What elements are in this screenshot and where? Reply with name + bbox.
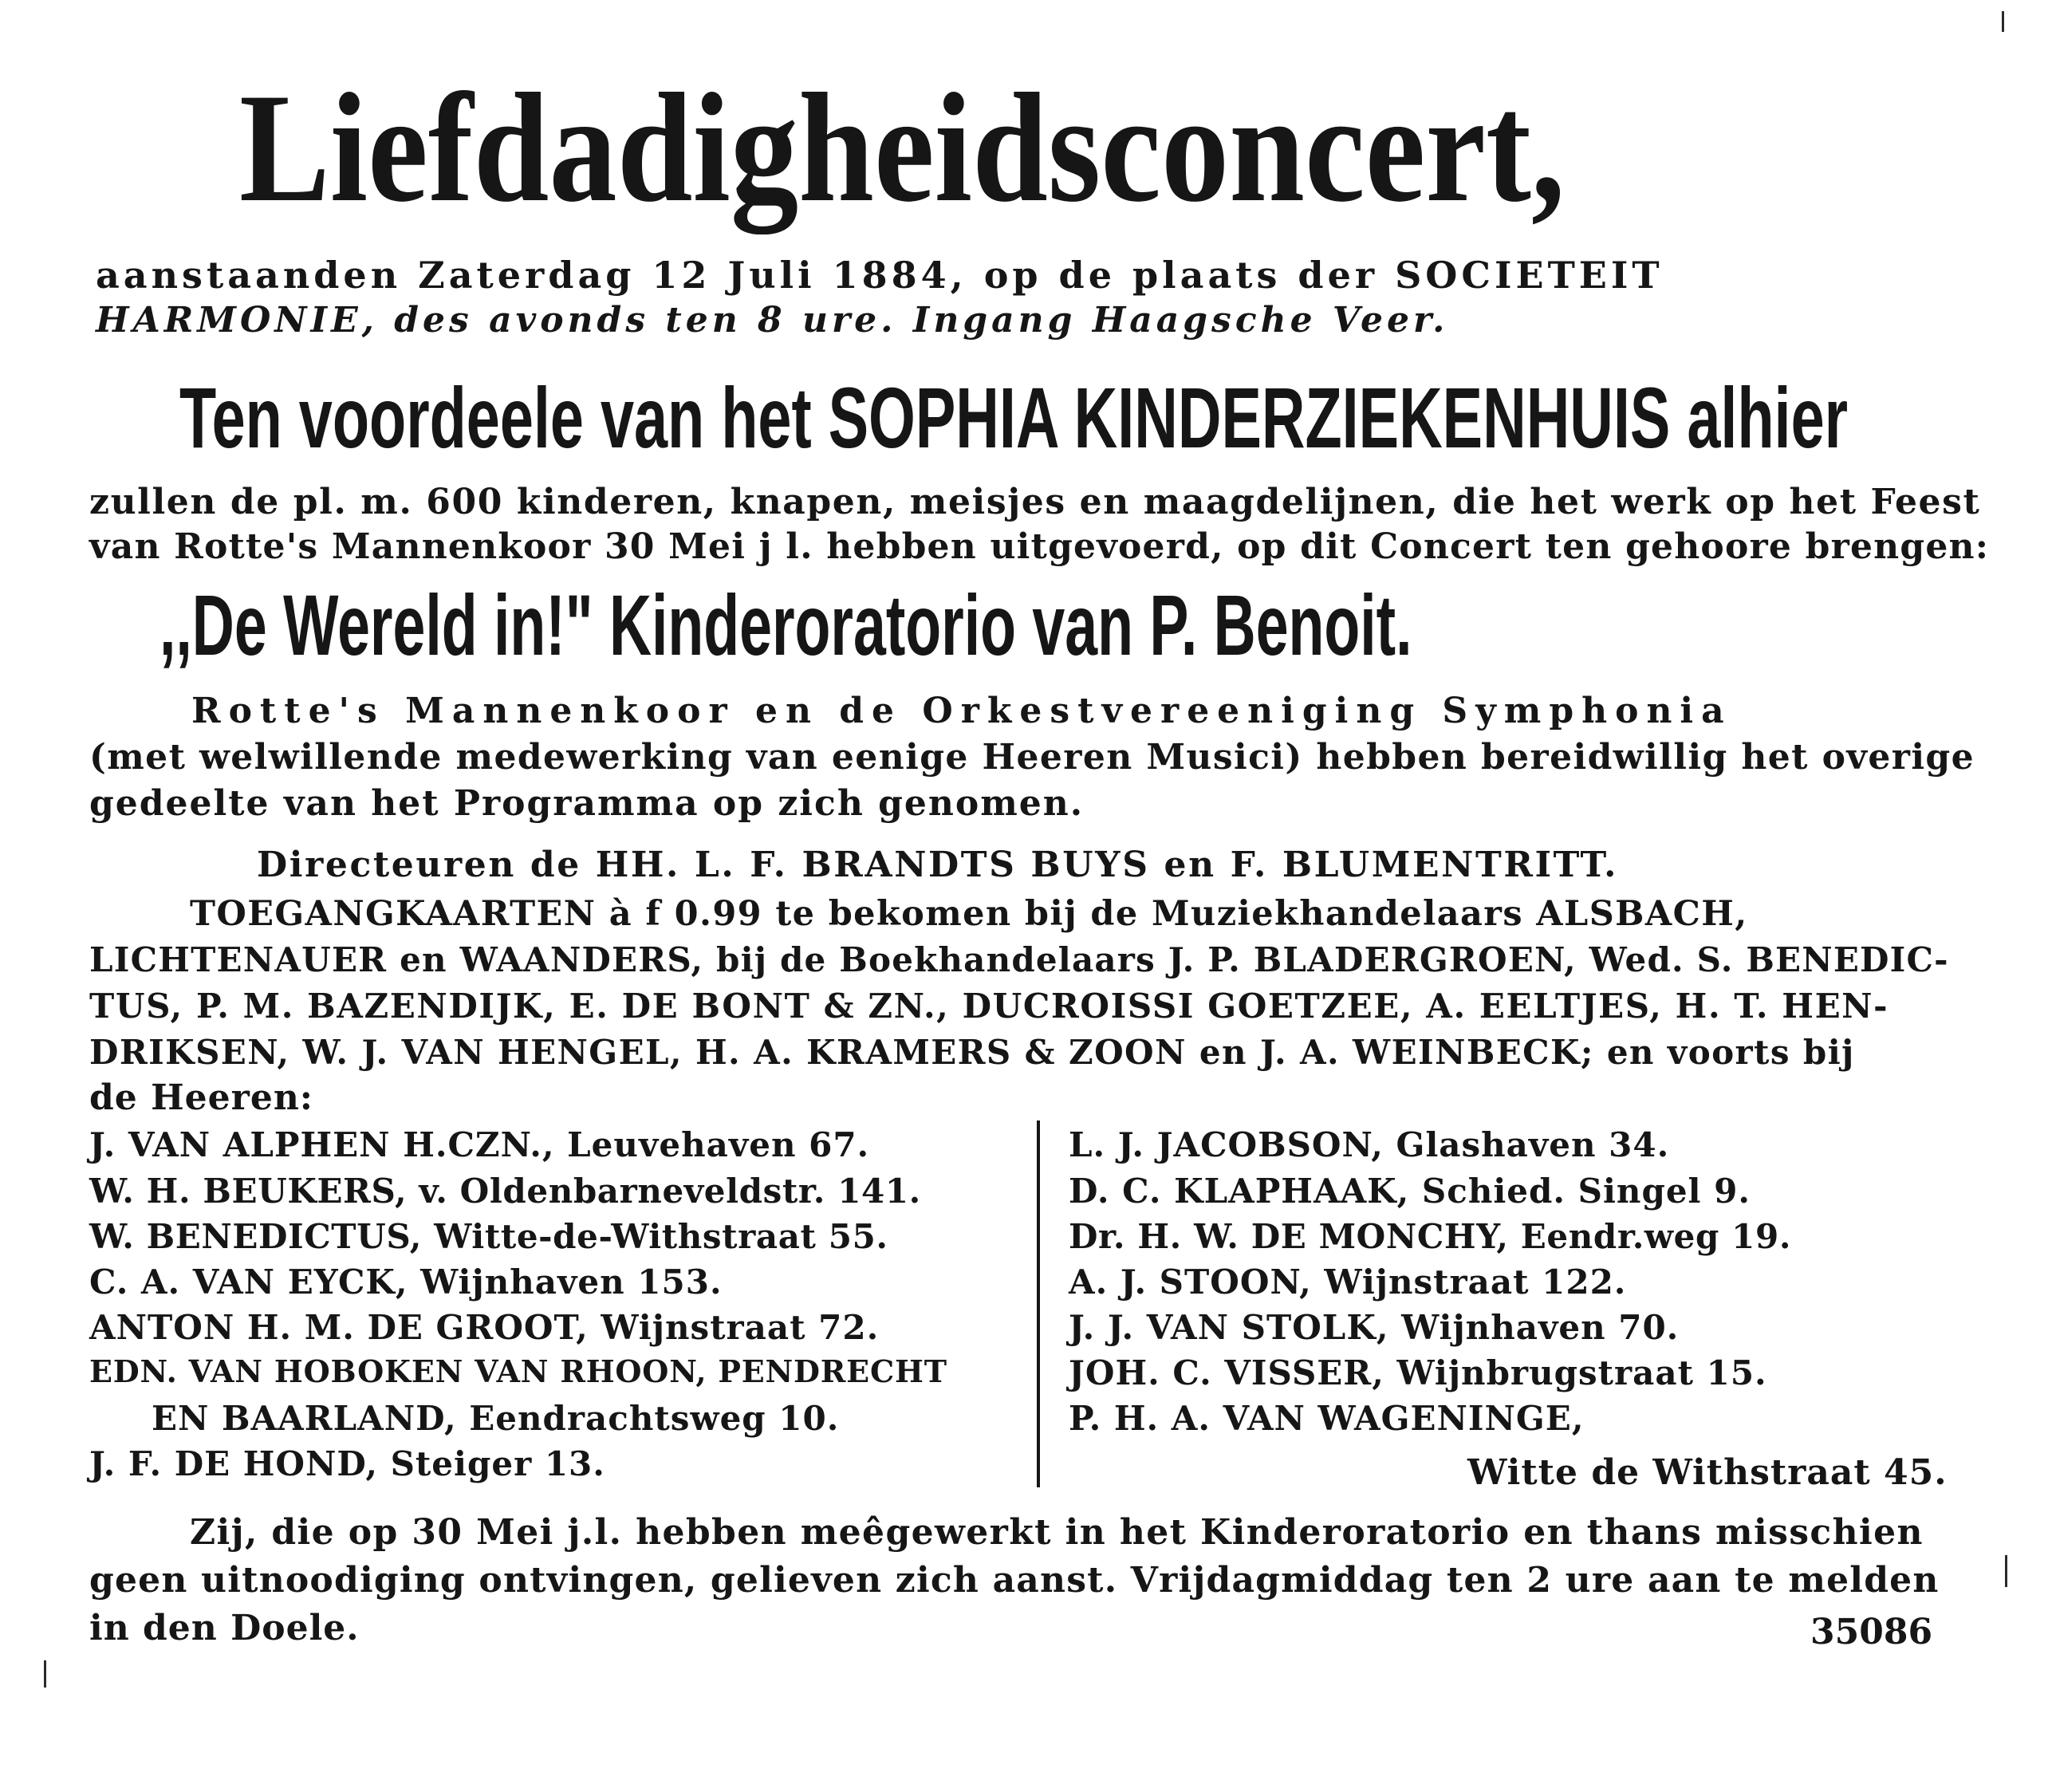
seller-left-7: EN BAARLAND, Eendrachtsweg 10. xyxy=(152,1399,840,1438)
seller-right-2: D. C. KLAPHAAK, Schied. Singel 9. xyxy=(1069,1172,1751,1211)
tickets-line-1: TOEGANGKAARTEN à f 0.99 te bekomen bij de Muziekhandelaars ALSBACH, xyxy=(190,894,1748,934)
seller-left-8: J. F. DE HOND, Steiger 13. xyxy=(89,1444,605,1483)
seller-left-4: C. A. VAN EYCK, Wijnhaven 153. xyxy=(89,1262,723,1302)
closing-line-1: Zij, die op 30 Mei j.l. hebben meêgewerkt in het Kinderoratorio en thans misschien xyxy=(190,1512,1924,1553)
seller-right-4: A. J. STOON, Wijnstraat 122. xyxy=(1069,1262,1627,1302)
directors-line: Directeuren de HH. L. F. BRANDTS BUYS en F. BLUMENTRITT. xyxy=(257,845,1619,885)
tickets-line-2: LICHTENAUER en WAANDERS, bij de Boekhandelaars J. P. BLADERGROEN, Wed. S. BENEDIC- xyxy=(89,940,1949,979)
scan-mark-left xyxy=(44,1660,46,1688)
seller-left-2: W. H. BEUKERS, v. Oldenbarneveldstr. 141. xyxy=(89,1172,921,1211)
seller-left-3: W. BENEDICTUS, Witte-de-Withstraat 55. xyxy=(89,1217,888,1256)
tickets-line-5: de Heeren: xyxy=(89,1077,314,1118)
scan-mark-right xyxy=(2005,1555,2007,1587)
tickets-line-3: TUS, P. M. BAZENDIJK, E. DE BONT & ZN., DUCROISSI GOETZEE, A. EELTJES, H. T. HEN- xyxy=(89,987,1889,1026)
seller-right-8: Witte de Withstraat 45. xyxy=(1467,1452,1948,1493)
ad-title: Liefdadigheidsconcert, xyxy=(239,61,1566,234)
ad-number: 35086 xyxy=(1810,1612,1933,1652)
para1-line-1: zullen de pl. m. 600 kinderen, knapen, meisjes en maagdelijnen, die het werk op het Feest xyxy=(89,482,1981,522)
seller-right-3: Dr. H. W. DE MONCHY, Eendr.weg 19. xyxy=(1069,1217,1792,1256)
closing-line-2: geen uitnoodiging ontvingen, gelieven zich aanst. Vrijdagmiddag ten 2 ure aan te melden xyxy=(89,1560,1940,1601)
column-divider xyxy=(1037,1120,1040,1487)
benefit-banner: Ten voordeele van het SOPHIA KINDERZIEKENHUIS alhier xyxy=(179,369,1849,466)
para2-line-3: gedeelte van het Programma op zich genomen. xyxy=(89,783,1085,824)
seller-left-6: EDN. VAN HOBOKEN VAN RHOON, PENDRECHT xyxy=(89,1353,947,1389)
oratorio-banner: ,,De Wereld in!" Kinderoratorio van P. Benoit. xyxy=(160,577,1412,673)
tickets-line-4: DRIKSEN, W. J. VAN HENGEL, H. A. KRAMERS & ZOON en J. A. WEINBECK; en voorts bij xyxy=(89,1033,1855,1072)
para1-line-2: van Rotte's Mannenkoor 30 Mei j l. hebben uitgevoerd, op dit Concert ten gehoore brengen: xyxy=(89,526,1990,567)
seller-right-1: L. J. JACOBSON, Glashaven 34. xyxy=(1069,1125,1670,1164)
scan-mark-top-right xyxy=(2002,11,2004,32)
intro-line-1: aanstaanden Zaterdag 12 Juli 1884, op de plaats der SOCIETEIT xyxy=(96,254,1664,297)
para2-line-1: Rotte's Mannenkoor en de Orkestvereeniging Symphonia xyxy=(191,691,1732,731)
closing-line-3: in den Doele. xyxy=(89,1608,360,1648)
intro-line-2: HARMONIE, des avonds ten 8 ure. Ingang Haagsche Veer. xyxy=(96,300,1449,341)
para2-line-2: (met welwillende medewerking van eenige Heeren Musici) hebben bereidwillig het overige xyxy=(89,737,1975,778)
seller-right-7: P. H. A. VAN WAGENINGE, xyxy=(1069,1399,1585,1438)
seller-right-6: JOH. C. VISSER, Wijnbrugstraat 15. xyxy=(1069,1353,1767,1392)
seller-left-1: J. VAN ALPHEN H.CZN., Leuvehaven 67. xyxy=(89,1125,870,1164)
seller-left-5: ANTON H. M. DE GROOT, Wijnstraat 72. xyxy=(89,1308,880,1347)
seller-right-5: J. J. VAN STOLK, Wijnhaven 70. xyxy=(1069,1308,1680,1347)
